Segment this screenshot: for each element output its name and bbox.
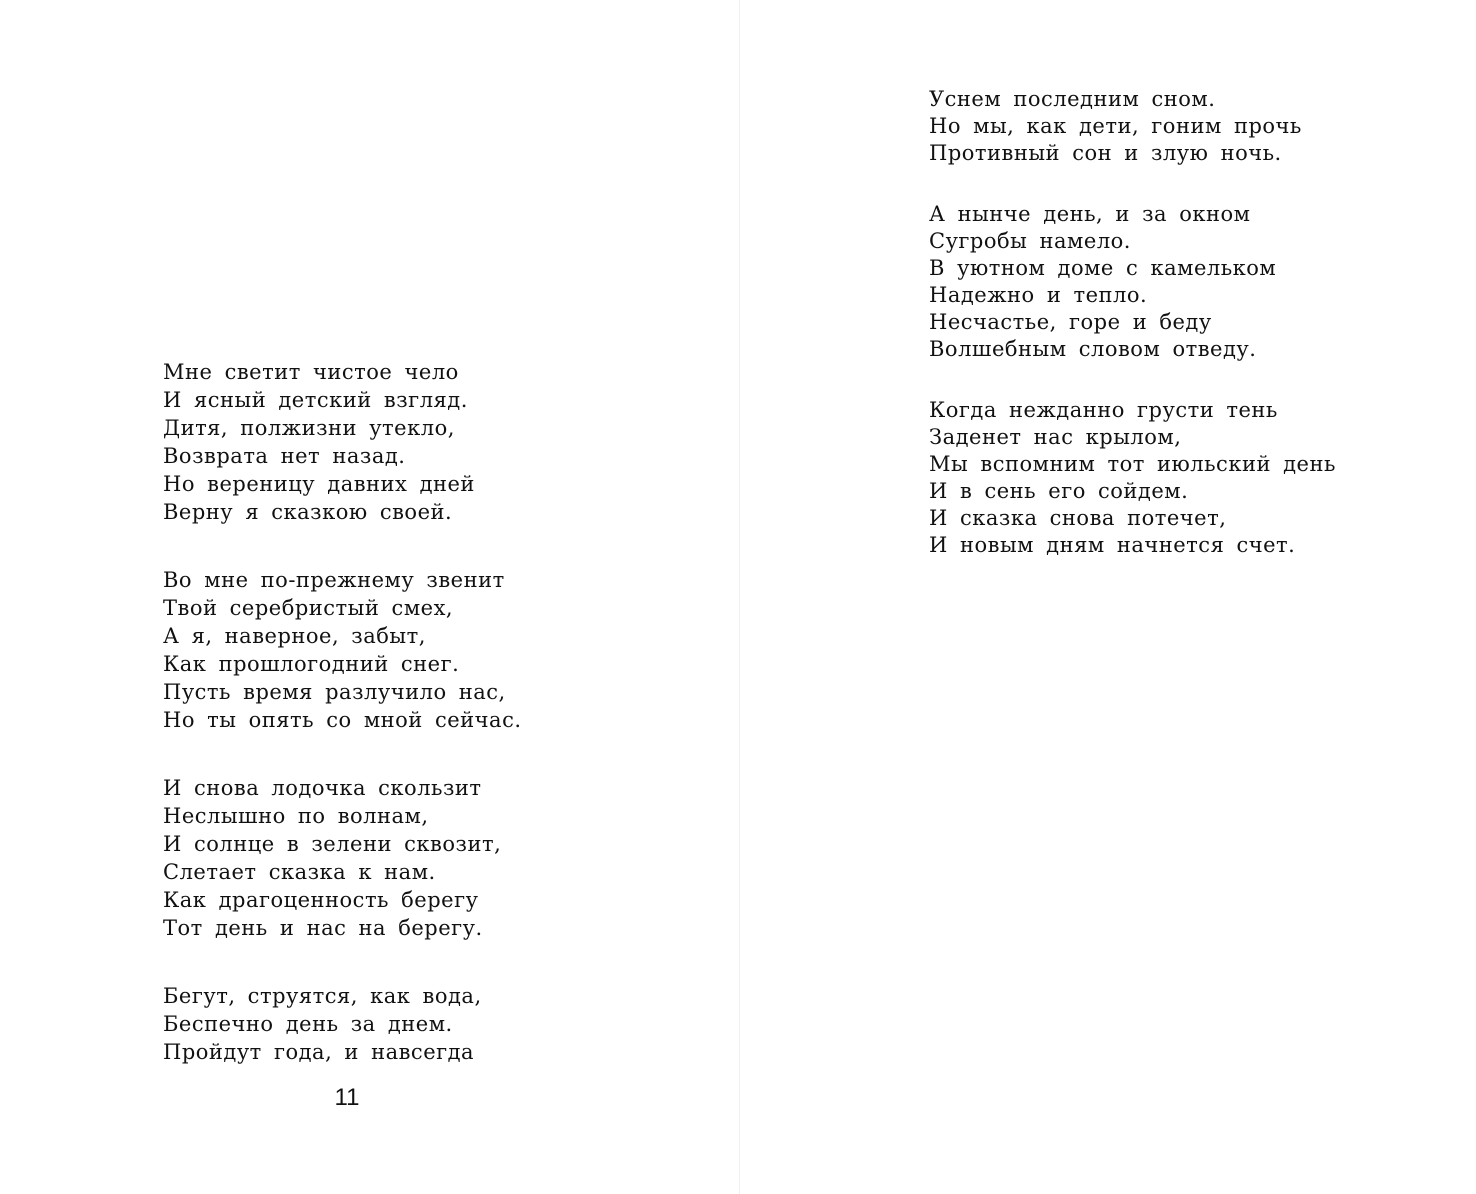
poem-line: И новым дням начнется счет. [929, 533, 1296, 557]
poem-line: Беспечно день за днем. [163, 1012, 453, 1036]
poem-line: Волшебным словом отведу. [929, 337, 1257, 361]
poem-line: Твой серебристый смех, [163, 596, 454, 620]
poem-line: Но ты опять со мной сейчас. [163, 708, 522, 732]
poem-line: Возврата нет назад. [163, 444, 406, 468]
poem-line: Надежно и тепло. [929, 283, 1148, 307]
poem-line: И снова лодочка скользит [163, 776, 482, 800]
page-number: 11 [334, 1084, 360, 1111]
poem-line: И сказка снова потечет, [929, 506, 1227, 530]
stanza [929, 201, 1336, 363]
page-gutter [739, 0, 740, 1194]
poem-line: Мне светит чистое чело [163, 360, 459, 384]
poem-line: Сугробы намело. [929, 229, 1131, 253]
poem-line: Противный сон и злую ночь. [929, 141, 1282, 165]
poem-line: Как прошлогодний снег. [163, 652, 460, 676]
poem-line: Неслышно по волнам, [163, 804, 429, 828]
poem-line: Слетает сказка к нам. [163, 860, 436, 884]
poem-line: А я, наверное, забыт, [163, 624, 426, 648]
poem-line: Мы вспомним тот июльский день [929, 452, 1336, 476]
right-page [741, 0, 1476, 1194]
poem-line: И ясный детский взгляд. [163, 388, 468, 412]
poem-line: Заденет нас крылом, [929, 425, 1182, 449]
poem-line: Но вереницу давних дней [163, 472, 475, 496]
stanza [163, 358, 522, 526]
poem-line: Пройдут года, и навсегда [163, 1040, 475, 1064]
poem-line: И солнце в зелени сквозит, [163, 832, 502, 856]
poem-line: Во мне по-прежнему звенит [163, 568, 505, 592]
poem-column [929, 86, 1336, 559]
poem-line: Бегут, струятся, как вода, [163, 984, 482, 1008]
poem-line: Но мы, как дети, гоним прочь [929, 114, 1302, 138]
stanza [163, 982, 522, 1066]
poem-line: Как драгоценность берегу [163, 888, 479, 912]
stanza [929, 86, 1336, 167]
poem-line: Пусть время разлучило нас, [163, 680, 506, 704]
poem-line: Тот день и нас на берегу. [163, 916, 483, 940]
poem-column [163, 358, 522, 1066]
poem-line: В уютном доме с камельком [929, 256, 1277, 280]
poem-line: А нынче день, и за окном [929, 202, 1251, 226]
stanza [163, 774, 522, 942]
stanza [929, 397, 1336, 559]
poem-line: Когда нежданно грусти тень [929, 398, 1278, 422]
stanza [163, 566, 522, 734]
poem-line: Несчастье, горе и беду [929, 310, 1212, 334]
poem-line: И в сень его сойдем. [929, 479, 1189, 503]
poem-line: Дитя, полжизни утекло, [163, 416, 455, 440]
poem-line: Верну я сказкою своей. [163, 500, 453, 524]
poem-line: Уснем последним сном. [929, 87, 1216, 111]
